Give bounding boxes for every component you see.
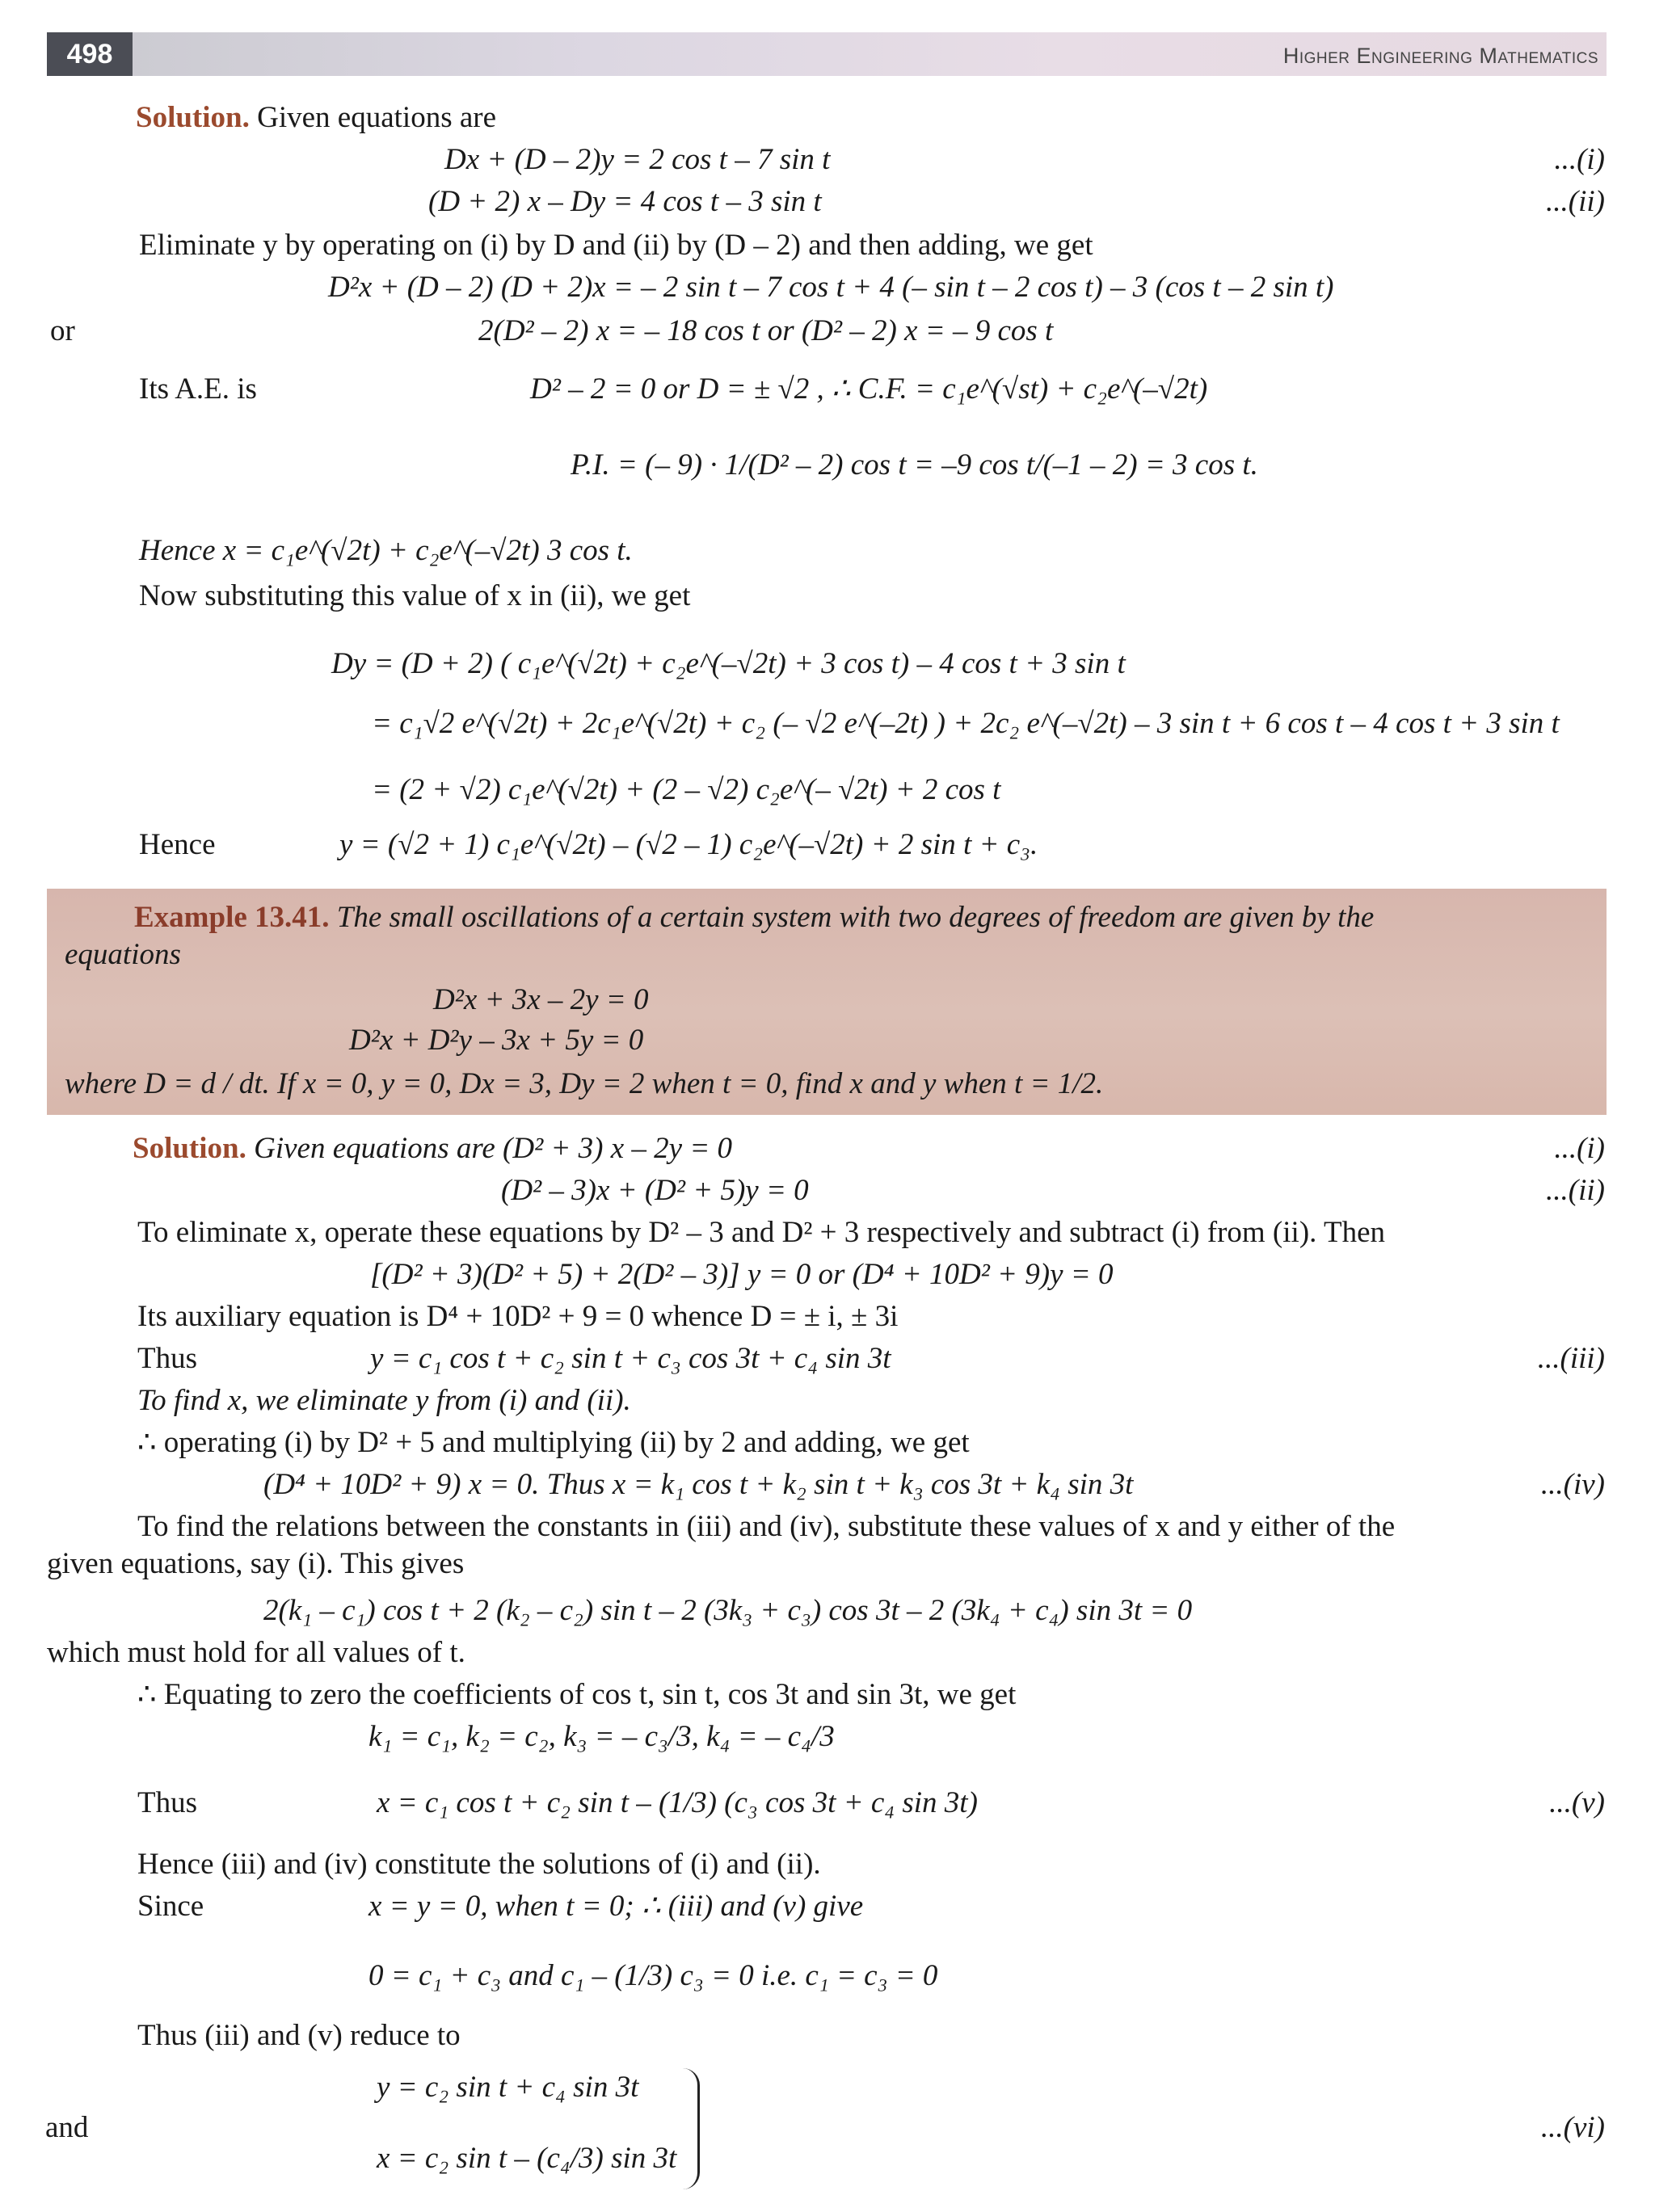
text-line: which must hold for all values of t. — [47, 1636, 465, 1669]
equation-line: x = c₁ cos t + c₂ sin t – (1/3) (c₃ cos 3t + c₄ sin 3t) — [377, 1786, 978, 1819]
equation-line: D² – 2 = 0 or D = ± √2 , ∴ C.F. = c₁e^(√st) + c₂e^(–√2t) — [530, 372, 1208, 406]
text-line: Now substituting this value of x in (ii), we get — [139, 579, 691, 612]
equation-ref: ...(vi) — [1540, 2111, 1605, 2144]
equation-line: 0 = c₁ + c₃ and c₁ – (1/3) c₃ = 0 i.e. c₁ = c₃ = 0 — [368, 1959, 938, 1992]
text-line: Eliminate y by operating on (i) by D and (ii) by (D – 2) and then adding, we get — [139, 229, 1093, 262]
text-line: where D = d / dt. If x = 0, y = 0, Dx = 3, Dy = 2 when t = 0, find x and y when t = 1/2. — [65, 1067, 1104, 1100]
equation-line: D²x + 3x – 2y = 0 — [433, 983, 649, 1016]
equation-ref: ...(iv) — [1540, 1468, 1605, 1501]
example-heading-line — [134, 900, 1374, 936]
equation-line: [(D² + 3)(D² + 5) + 2(D² – 3)] y = 0 or (D⁴ + 10D² + 9)y = 0 — [370, 1258, 1114, 1291]
equation-line: Hence x = c₁e^(√2t) + c₂e^(–√2t) 3 cos t. — [139, 534, 633, 567]
equation-line: D²x + D²y – 3x + 5y = 0 — [349, 1024, 644, 1057]
text-line: ∴ operating (i) by D² + 5 and multiplying (ii) by 2 and adding, we get — [137, 1426, 970, 1459]
right-brace — [683, 2068, 700, 2189]
equation-line: P.I. = (– 9) · 1/(D² – 2) cos t = –9 cos t/(–1 – 2) = 3 cos t. — [571, 448, 1258, 482]
text: Given equations are (D² + 3) x – 2y = 0 — [246, 1132, 733, 1165]
since-label: Since — [137, 1890, 204, 1923]
equation-line: 2(D² – 2) x = – 18 cos t or (D² – 2) x = – 9 cos t — [478, 314, 1054, 347]
equation-ref: ...(ii) — [1546, 185, 1605, 218]
margin-or: or — [50, 314, 75, 347]
text: Given equations are — [249, 101, 497, 134]
equation-line: = c₁√2 e^(√2t) + 2c₁e^(√2t) + c₂ (– √2 e^(–2t) ) + 2c₂ e^(–√2t) – 3 sin t + 6 cos t – 4 cos t + 3 sin t — [372, 707, 1560, 740]
equation-line: (D² – 3)x + (D² + 5)y = 0 — [501, 1174, 809, 1207]
equation-line: 2(k₁ – c₁) cos t + 2 (k₂ – c₂) sin t – 2 (3k₃ + c₃) cos 3t – 2 (3k₄ + c₄) sin 3t = 0 — [263, 1594, 1193, 1627]
equation-line: y = (√2 + 1) c₁e^(√2t) – (√2 – 1) c₂e^(–√2t) + 2 sin t + c₃. — [339, 828, 1038, 861]
text-line: Hence (iii) and (iv) constitute the solutions of (i) and (ii). — [137, 1848, 821, 1881]
solution-2-heading-line — [133, 1131, 732, 1167]
thus-label: Thus — [137, 1786, 197, 1819]
equation-line: y = c₁ cos t + c₂ sin t + c₃ cos 3t + c₄ sin 3t — [370, 1342, 891, 1375]
equation-ii: (D + 2) x – Dy = 4 cos t – 3 sin t — [428, 185, 822, 218]
equation-line: Dy = (D + 2) ( c₁e^(√2t) + c₂e^(–√2t) + 3 cos t) – 4 cos t + 3 sin t — [331, 647, 1126, 680]
thus-label: Thus — [137, 1342, 197, 1375]
margin-and: and — [45, 2111, 89, 2144]
example-label: Example 13.41. — [134, 901, 330, 934]
running-title: Higher Engineering Mathematics — [1282, 44, 1598, 68]
text-line: To find the relations between the constants in (iii) and (iv), substitute these values of x and y either of the — [137, 1510, 1396, 1543]
ae-label: Its A.E. is — [139, 372, 257, 406]
hence-label: Hence — [139, 828, 216, 861]
equation-line: x = y = 0, when t = 0; ∴ (iii) and (v) give — [368, 1890, 864, 1923]
equation-line: = (2 + √2) c₁e^(√2t) + (2 – √2) c₂e^(– √2t) + 2 cos t — [372, 773, 1001, 806]
text-line: Thus (iii) and (v) reduce to — [137, 2019, 461, 2052]
equation-line: y = c₂ sin t + c₄ sin 3t — [377, 2071, 639, 2104]
equation-line: k₁ = c₁, k₂ = c₂, k₃ = – c₃/3, k₄ = – c₄/3 — [368, 1720, 835, 1753]
equation-line: (D⁴ + 10D² + 9) x = 0. Thus x = k₁ cos t + k₂ sin t + k₃ cos 3t + k₄ sin 3t — [263, 1468, 1134, 1501]
text-line: ∴ Equating to zero the coefficients of cos t, sin t, cos 3t and sin 3t, we get — [137, 1678, 1017, 1711]
solution-label: Solution. — [136, 101, 250, 134]
text-line: To eliminate x, operate these equations by D² – 3 and D² + 3 respectively and subtract (i) from (ii). Then — [137, 1216, 1385, 1249]
equation-line: x = c₂ sin t – (c₄/3) sin 3t — [377, 2142, 677, 2175]
solution-1-heading-line — [136, 100, 496, 136]
text-line: given equations, say (i). This gives — [47, 1547, 465, 1580]
text-line: equations — [65, 938, 181, 971]
equation-line: D²x + (D – 2) (D + 2)x = – 2 sin t – 7 cos t + 4 (– sin t – 2 cos t) – 3 (cos t – 2 sin t) — [328, 271, 1334, 304]
text: The small oscillations of a certain system with two degrees of freedom are given by the — [329, 901, 1375, 934]
page-number: 498 — [47, 32, 133, 76]
solution-label: Solution. — [133, 1132, 246, 1165]
equation-ref: ...(i) — [1554, 143, 1605, 176]
text-line: Its auxiliary equation is D⁴ + 10D² + 9 = 0 whence D = ± i, ± 3i — [137, 1300, 899, 1333]
equation-i: Dx + (D – 2)y = 2 cos t – 7 sin t — [444, 143, 831, 176]
equation-ref: ...(i) — [1554, 1132, 1605, 1165]
equation-ref: ...(ii) — [1546, 1174, 1605, 1207]
equation-ref: ...(iii) — [1537, 1342, 1605, 1375]
equation-ref: ...(v) — [1549, 1786, 1605, 1819]
text-line: To find x, we eliminate y from (i) and (ii). — [137, 1384, 631, 1417]
